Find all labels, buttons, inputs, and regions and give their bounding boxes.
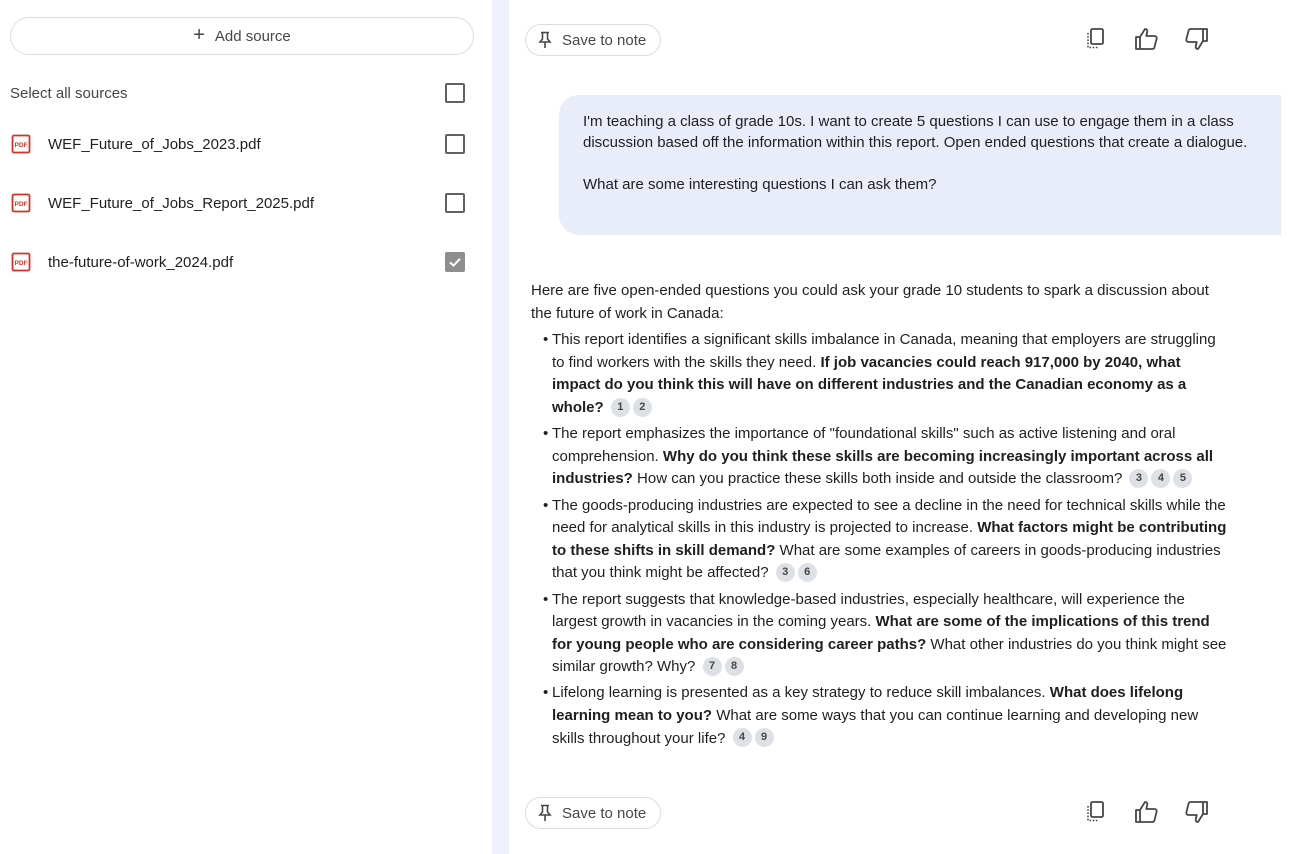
source-checkbox-checked[interactable] [445, 252, 465, 272]
add-source-label: Add source [214, 27, 291, 45]
pin-icon [538, 804, 552, 822]
citation-chip[interactable]: 6 [798, 563, 817, 582]
citation-chip[interactable]: 7 [703, 657, 722, 676]
source-name: the-future-of-work_2024.pdf [48, 253, 234, 271]
bullet: • [543, 331, 549, 349]
question-context: This report identifies a significant skills imbalance in Canada, meaning that employers are struggling to find workers with the skills they need. [552, 331, 1216, 371]
source-item[interactable] [10, 129, 480, 159]
bullet: • [543, 684, 549, 702]
question-bold: Why do you think these skills are becoming increasingly important across all industries? [552, 447, 1214, 488]
user-message-bubble [559, 95, 1281, 235]
save-to-note-label: Save to note [562, 31, 647, 49]
source-checkbox[interactable] [445, 193, 465, 213]
question-list [531, 329, 1231, 750]
copy-icon[interactable] [1082, 798, 1110, 826]
list-item [531, 423, 1231, 491]
citation-chip[interactable]: 4 [733, 728, 752, 747]
save-to-note-button[interactable] [525, 797, 661, 829]
bullet: • [543, 590, 549, 608]
svg-text:PDF: PDF [14, 260, 28, 268]
citation-chip[interactable]: 3 [776, 563, 795, 582]
citation-chip[interactable]: 4 [1151, 469, 1170, 488]
select-all-checkbox[interactable] [445, 83, 465, 103]
bullet: • [543, 496, 549, 514]
user-message-paragraph: I'm teaching a class of grade 10s. I want to create 5 questions I can use to engage them in a class discussion based off the information within this report. Open ended questions that create a dialogue. [583, 113, 1248, 151]
question-bold: What does lifelong learning mean to you? [552, 684, 1184, 725]
question-context: The report suggests that knowledge-based industries, especially healthcare, will experience the largest growth in vacancies in the coming years. [552, 590, 1185, 631]
add-source-button[interactable] [10, 17, 474, 55]
citation-chip[interactable]: 8 [725, 657, 744, 676]
citation-chip[interactable]: 3 [1129, 469, 1148, 488]
source-item[interactable] [10, 188, 480, 218]
save-to-note-label: Save to note [562, 804, 647, 822]
list-item [531, 589, 1231, 679]
citation-chip[interactable]: 2 [633, 398, 652, 417]
thumbs-down-icon[interactable] [1182, 798, 1210, 826]
copy-icon[interactable] [1082, 25, 1110, 53]
source-name: WEF_Future_of_Jobs_Report_2025.pdf [48, 194, 314, 212]
question-context: Lifelong learning is presented as a key strategy to reduce skill imbalances. [552, 684, 1050, 702]
source-name: WEF_Future_of_Jobs_2023.pdf [48, 135, 261, 153]
question-context: The goods-producing industries are expected to see a decline in the need for technical skills while the need for analytical skills in this industry is projected to increase. [552, 496, 1226, 537]
response-intro: Here are five open-ended questions you could ask your grade 10 students to spark a discussion about the future of work in Canada: [531, 282, 1209, 322]
question-followup: What are some ways that you can continue learning and developing new skills throughout your life? [552, 707, 1199, 747]
pdf-icon [10, 133, 32, 155]
question-followup: How can you practice these skills both inside and outside the classroom? [632, 470, 1123, 488]
thumbs-up-icon[interactable] [1133, 25, 1161, 53]
select-all-row[interactable] [10, 78, 480, 108]
thumbs-down-icon[interactable] [1182, 25, 1210, 53]
panel-divider [492, 0, 509, 854]
question-context: The report emphasizes the importance of "foundational skills" such as active listening and oral comprehension. [552, 425, 1176, 465]
citation-chip[interactable]: 9 [755, 728, 774, 747]
chat-panel [509, 0, 1292, 854]
question-followup: What are some examples of careers in goods-producing industries that you think might be affected? [552, 541, 1221, 582]
select-all-label: Select all sources [10, 84, 128, 102]
pdf-icon [10, 192, 32, 214]
sources-panel [0, 0, 492, 854]
user-message-paragraph: What are some interesting questions I can ask them? [583, 176, 937, 193]
citation-chip[interactable]: 5 [1173, 469, 1192, 488]
plus-icon: + [193, 24, 205, 46]
question-bold: What are some of the implications of this trend for young people who are considering career paths? [552, 613, 1210, 653]
list-item [531, 329, 1231, 419]
question-bold: If job vacancies could reach 917,000 by 2040, what impact do you think this will have on different industries and the Canadian economy as a whole? [552, 353, 1187, 416]
thumbs-up-icon[interactable] [1133, 798, 1161, 826]
list-item [531, 682, 1231, 750]
list-item [531, 495, 1231, 585]
svg-text:PDF: PDF [14, 201, 28, 209]
citation-chip[interactable]: 1 [611, 398, 630, 417]
source-item[interactable] [10, 247, 480, 277]
question-followup: What other industries do you think might see similar growth? Why? [552, 635, 1227, 676]
save-to-note-button[interactable] [525, 24, 661, 56]
svg-text:PDF: PDF [14, 142, 28, 150]
pin-icon [538, 31, 552, 49]
question-bold: What factors might be contributing to these shifts in skill demand? [552, 519, 1227, 559]
bullet: • [543, 425, 549, 443]
check-icon [447, 254, 463, 270]
pdf-icon [10, 251, 32, 273]
assistant-response [531, 280, 1231, 754]
source-checkbox[interactable] [445, 134, 465, 154]
